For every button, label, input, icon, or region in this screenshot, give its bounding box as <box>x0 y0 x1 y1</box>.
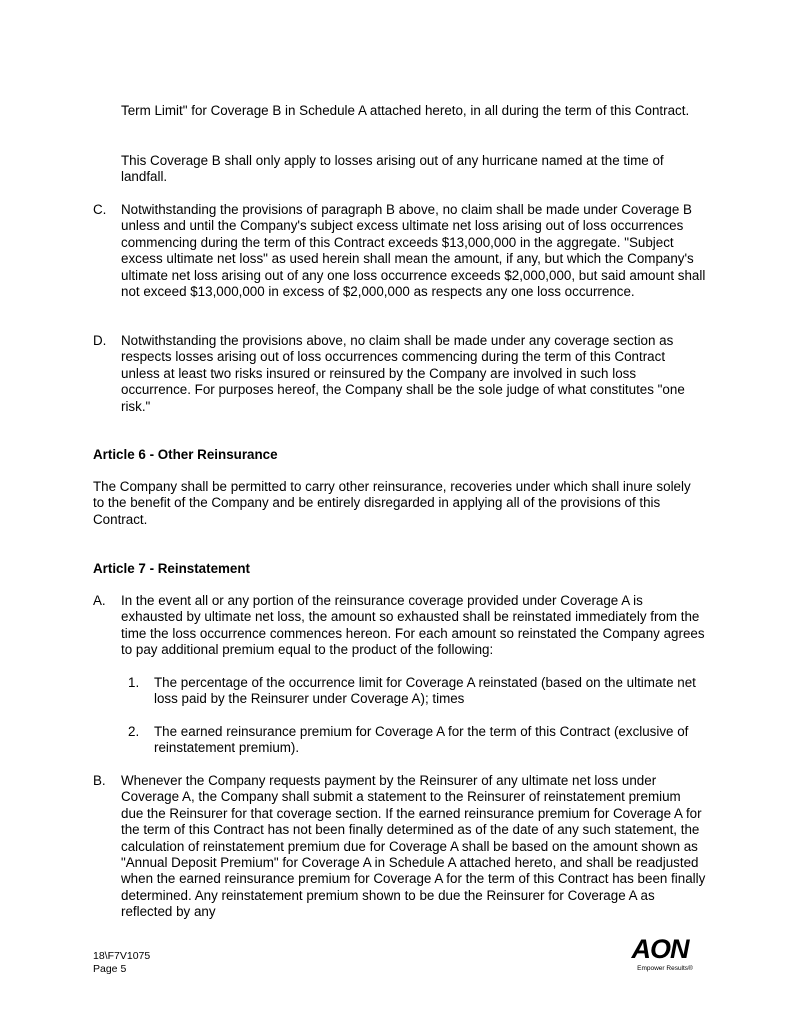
item-d-text: Notwithstanding the provisions above, no claim shall be made under any coverage section as respects losses arising out of loss occurrences commencing during the term of this Contract unless at least two risks insured or reinsured by the Company are involved in such loss occurrence. For purposes hereof, the Company shall be the sole judge of what constitutes "one risk." <box>121 333 685 414</box>
sub-item-2-text: The earned reinsurance premium for Coverage A for the term of this Contract (exclusive of reinstatement premium). <box>154 724 689 756</box>
footer-page-number: Page 5 <box>93 963 127 975</box>
footer-doc-id: 18\F7V1075 <box>93 950 151 962</box>
item-a-label: A. <box>93 593 106 608</box>
paragraph-hurricane: This Coverage B shall only apply to losses arising out of any hurricane named at the time of landfall. <box>121 153 664 185</box>
aon-logo-wordmark: AON <box>631 934 689 964</box>
article-7-heading: Article 7 - Reinstatement <box>93 561 251 576</box>
article-6-heading: Article 6 - Other Reinsurance <box>93 447 278 462</box>
item-c-label: C. <box>93 202 107 217</box>
sub-item-1-text: The percentage of the occurrence limit for Coverage A reinstated (based on the ultimate net loss paid by the Reinsurer under Coverage A); times <box>154 675 696 707</box>
article-6-text: The Company shall be permitted to carry other reinsurance, recoveries under which shall inure solely to the benefit of the Company and be entirely disregarded in applying all of the provisions of this Contract. <box>93 479 691 527</box>
sub-item-1-label: 1. <box>128 675 140 690</box>
item-c-text: Notwithstanding the provisions of paragraph B above, no claim shall be made under Coverage B unless and until the Company's subject excess ultimate net loss arising out of loss occurrences commencing during the term of this Contract exceeds $13,000,000 in the aggregate. "Subject excess ultimate net loss" as used herein shall mean the amount, if any, but which the Company's ultimate net loss arising out of any one loss occurrence exceeds $2,000,000, but said amount shall not exceed $13,000,000 in excess of $2,000,000 as respects any one loss occurrence. <box>121 202 706 300</box>
item-d-label: D. <box>93 333 107 348</box>
paragraph-continued: Term Limit" for Coverage B in Schedule A attached hereto, in all during the term of this Contract. <box>121 103 690 118</box>
aon-logo-tagline: Empower Results® <box>637 965 693 972</box>
item-b-label: B. <box>93 773 106 788</box>
aon-logo <box>620 933 702 975</box>
sub-item-2-label: 2. <box>128 724 140 739</box>
item-b-text: Whenever the Company requests payment by the Reinsurer of any ultimate net loss under Coverage A, the Company shall submit a statement to the Reinsurer of reinstatement premium due the Reinsurer for that coverage section. If the earned reinsurance premium for Coverage A for the term of this Contract has not been finally determined as of the date of any such statement, the calculation of reinstatement premium due for Coverage A shall be based on the amount shown as "Annual Deposit Premium" for Coverage A in Schedule A attached hereto, and shall be readjusted when the earned reinsurance premium for Coverage A for the term of this Contract has been finally determined. Any reinstatement premium shown to be due the Reinsurer for Coverage A as reflected by any <box>121 773 706 920</box>
item-a-text: In the event all or any portion of the reinsurance coverage provided under Coverage A is exhausted by ultimate net loss, the amount so exhausted shall be reinstated immediately from the time the loss occurrence commences hereon. For each amount so reinstated the Company agrees to pay additional premium equal to the product of the following: <box>121 593 705 658</box>
